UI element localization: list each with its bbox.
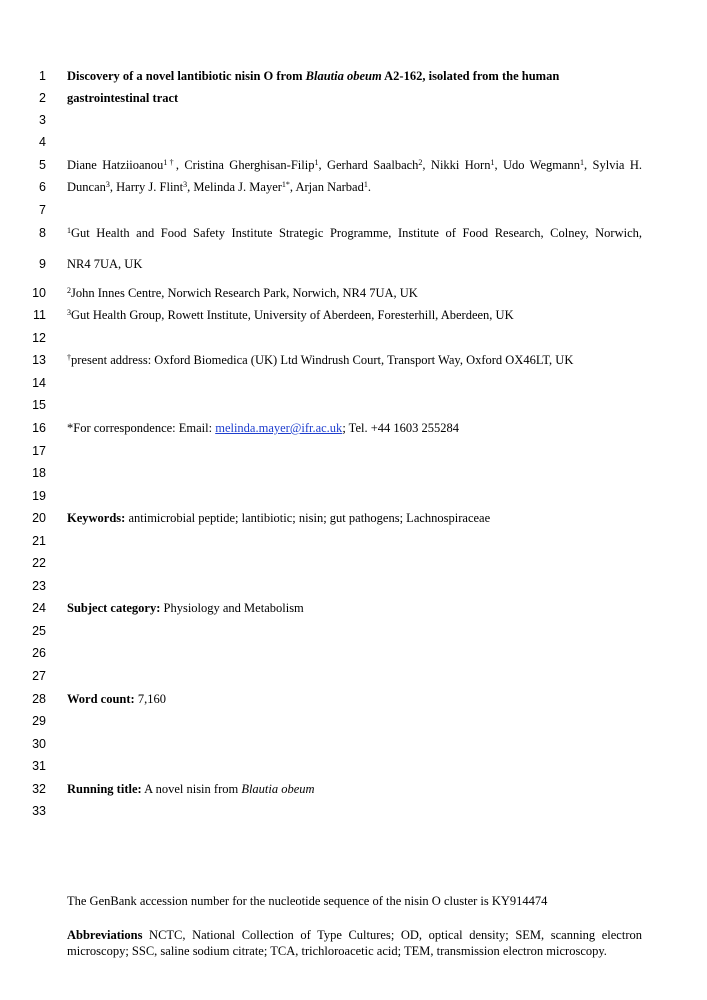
paper-title-line-1: Discovery of a novel lantibiotic nisin O from Blautia obeum A2-162, isolated from the human [67,69,560,83]
author-list-line-2: Duncan$^3$, Harry J. Flint$^3$, Melinda J. Mayer$^{1*}$, Arjan Narbad$^1$. [67,180,371,194]
affiliation-1-line-2: NR4 7UA, UK [67,257,143,271]
subject-category: Subject category: Physiology and Metabolism [67,601,304,615]
line-number: 14 [32,376,46,390]
line-number: 20 [32,511,46,525]
line-number: 5 [39,158,46,172]
email-link[interactable]: melinda.mayer@ifr.ac.uk [215,421,343,435]
line-number: 3 [39,113,46,127]
line-number: 31 [32,759,46,773]
author-list-line-1: Diane Hatziioanou$^{1\dagger}$, Cristina Gherghisan-Filip$^1$, Gerhard Saalbach$^2$, Nikki Horn$^1$, Udo Wegmann$^1$, Sylvia H. [67,158,642,172]
affiliation-2: $^2$John Innes Centre, Norwich Research Park, Norwich, NR4 7UA, UK [67,286,418,300]
line-number: 29 [32,714,46,728]
line-number: 10 [32,286,46,300]
abbreviations: Abbreviations NCTC, National Collection of Type Cultures; OD, optical density; SEM, scanning electron microscopy; SSC, saline sodium citrate; TCA, trichloroacetic acid; TEM, transmission electron microscopy. [67,928,642,958]
line-number: 6 [39,180,46,194]
line-number: 23 [32,579,46,593]
keywords: Keywords: antimicrobial peptide; lantibiotic; nisin; gut pathogens; Lachnospiraceae [67,511,491,525]
line-number: 30 [32,737,46,751]
line-number: 9 [39,257,46,271]
word-count: Word count: 7,160 [67,692,166,706]
present-address: †present address: Oxford Biomedica (UK) Ltd Windrush Court, Transport Way, Oxford OX46LT, UK [67,353,574,367]
line-number: 28 [32,692,46,706]
line-number: 27 [32,669,46,683]
line-number: 33 [32,804,46,818]
correspondence: *For correspondence: Email: melinda.mayer@ifr.ac.uk; Tel. +44 1603 255284 [67,421,460,435]
line-number: 15 [32,398,46,412]
line-number: 1 [39,69,46,83]
line-number: 16 [32,421,46,435]
line-number: 13 [32,353,46,367]
paper-title-line-2: gastrointestinal tract [67,91,179,105]
line-number: 8 [39,226,46,240]
line-number: 22 [32,556,46,570]
line-number: 32 [32,782,46,796]
line-number: 21 [32,534,46,548]
line-number: 17 [32,444,46,458]
line-number: 24 [32,601,46,615]
line-number: 25 [32,624,46,638]
running-title: Running title: A novel nisin from Blautia obeum [67,782,315,796]
line-number: 12 [32,331,46,345]
line-number: 4 [39,135,46,149]
line-number: 7 [39,203,46,217]
affiliation-3: $^3$Gut Health Group, Rowett Institute, University of Aberdeen, Foresterhill, Aberdeen, UK [67,308,514,322]
line-number: 19 [32,489,46,503]
line-number: 18 [32,466,46,480]
genbank-note: The GenBank accession number for the nucleotide sequence of the nisin O cluster is KY914474 [67,894,548,908]
affiliation-1-line-1: $^1$Gut Health and Food Safety Institute Strategic Programme, Institute of Food Research, Colney, Norwich, [67,226,642,240]
line-number: 26 [32,646,46,660]
line-number: 2 [39,91,46,105]
line-number: 11 [33,308,46,322]
